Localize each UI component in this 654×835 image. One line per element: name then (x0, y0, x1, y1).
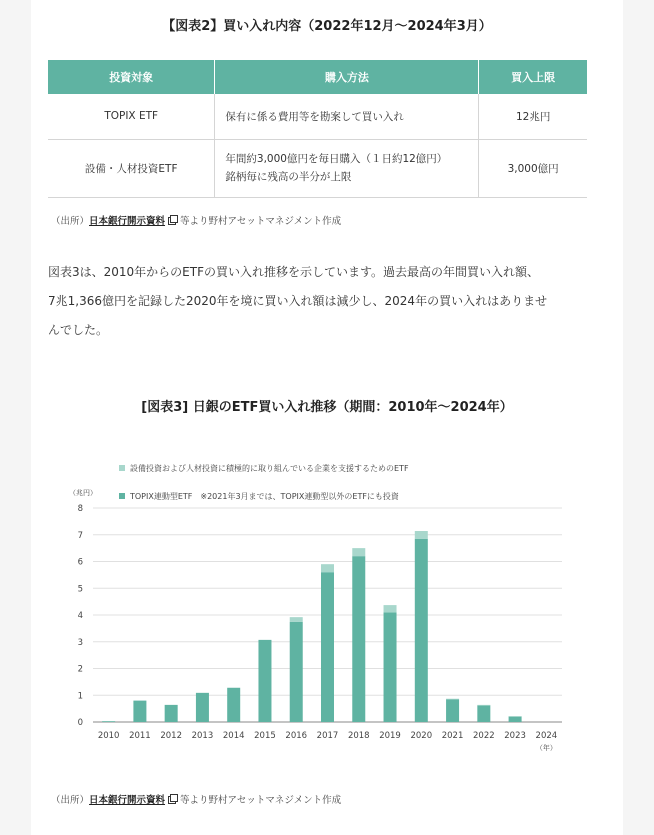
y-tick-label: 3 (77, 637, 83, 648)
cell-method (215, 139, 479, 197)
bar-2017 (321, 564, 334, 572)
bar-2013 (196, 693, 209, 722)
x-tick-label: 2021 (441, 731, 464, 741)
method-line: 銘柄毎に残高の半分が上限 (225, 171, 352, 183)
y-tick-label: 1 (77, 691, 83, 702)
bar-2016 (290, 617, 303, 622)
chart-svg (31, 455, 623, 755)
bar-2019 (384, 605, 397, 612)
etf-purchase-chart (31, 455, 623, 755)
x-tick-label: 2016 (285, 731, 308, 741)
y-tick-label: 2 (77, 664, 83, 675)
body-paragraph (48, 258, 608, 345)
x-tick-label: 2010 (97, 731, 120, 741)
header-method: 購入方法 (215, 60, 479, 94)
bar-2010 (102, 721, 115, 722)
bar-2019 (384, 612, 397, 722)
external-link-icon[interactable] (168, 215, 178, 228)
x-tick-label: 2020 (410, 731, 433, 741)
source-note (51, 213, 341, 228)
paragraph-line: んでした。 (48, 323, 109, 337)
table-header-row (48, 60, 587, 94)
external-link-icon[interactable] (168, 794, 178, 807)
method-line: 保有に係る費用等を勘案して買い入れ (225, 110, 404, 123)
bar-2018 (352, 556, 365, 722)
source-suffix: 等より野村アセットマネジメント作成 (180, 216, 342, 227)
article-page (31, 0, 623, 835)
bar-2022 (477, 705, 490, 706)
source-link[interactable]: 日本銀行開示資料 (89, 216, 166, 227)
cell-target: TOPIX ETF (48, 94, 215, 139)
bar-2016 (290, 622, 303, 722)
x-tick-label: 2023 (504, 731, 526, 741)
bar-2020 (415, 539, 428, 722)
legend-swatch (119, 465, 125, 471)
source-prefix: （出所） (51, 795, 90, 806)
cell-method (215, 94, 479, 139)
cell-limit: 12兆円 (479, 94, 587, 139)
cell-limit: 3,000億円 (479, 139, 587, 197)
x-tick-label: 2011 (129, 731, 151, 741)
table-row (48, 139, 587, 197)
bar-2021 (446, 699, 459, 722)
bar-2014 (227, 688, 240, 722)
bar-2022 (477, 705, 490, 722)
cell-target: 設備・人材投資ETF (48, 139, 215, 197)
bar-2021 (446, 699, 459, 700)
legend-swatch (119, 493, 125, 499)
bar-2011 (133, 701, 146, 722)
x-tick-label: 2018 (347, 731, 370, 741)
y-tick-label: 6 (77, 557, 83, 568)
method-line: 年間約3,000億円を毎日購入（１日約12億円） (225, 153, 448, 165)
bar-2012 (165, 705, 178, 722)
x-tick-label: 2015 (254, 731, 276, 741)
source-link[interactable]: 日本銀行開示資料 (89, 795, 166, 806)
bar-2023 (509, 716, 522, 717)
bar-2023 (509, 716, 522, 722)
legend-label: TOPIX連動型ETF ※2021年3月までは、TOPIX連動型以外のETFにも投資 (130, 492, 399, 501)
table-title: 【図表2】買い入れ内容（2022年12月～2024年3月） (162, 19, 492, 34)
y-tick-label: 5 (77, 584, 83, 595)
x-tick-label: 2017 (316, 731, 339, 741)
x-tick-label: 2024 (535, 731, 558, 741)
header-target: 投資対象 (48, 60, 215, 94)
source-prefix: （出所） (51, 216, 90, 227)
bar-2018 (352, 548, 365, 556)
y-tick-label: 4 (77, 611, 83, 621)
x-unit-label: （年） (535, 744, 557, 752)
bar-2020 (415, 531, 428, 539)
x-tick-label: 2013 (191, 731, 214, 741)
x-tick-label: 2022 (473, 731, 495, 741)
x-tick-label: 2014 (222, 731, 245, 741)
source-note-2 (51, 792, 341, 807)
source-suffix: 等より野村アセットマネジメント作成 (180, 795, 342, 806)
paragraph-line: 7兆1,366億円を記録した2020年を境に買い入れ額は減少し、2024年の買い入れはありませ (48, 294, 548, 308)
x-tick-label: 2019 (379, 731, 401, 741)
bar-2015 (258, 640, 271, 722)
x-tick-label: 2012 (160, 731, 182, 741)
legend-label: 設備投資および人材投資に積極的に取り組んでいる企業を支援するためのETF (130, 464, 409, 473)
y-tick-label: 0 (77, 718, 83, 728)
bar-2017 (321, 572, 334, 722)
y-tick-label: 7 (77, 530, 83, 541)
paragraph-line: 図表3は、2010年からのETFの買い入れ推移を示しています。過去最高の年間買い入れ額、 (48, 265, 540, 279)
chart-title: [図表3] 日銀のETF買い入れ推移（期間：2010年～2024年） (141, 400, 513, 415)
purchase-table (48, 60, 587, 198)
table-row (48, 94, 587, 139)
y-tick-label: 8 (77, 504, 83, 514)
header-limit: 買入上限 (479, 60, 587, 94)
y-unit-label: （兆円） (69, 489, 97, 497)
